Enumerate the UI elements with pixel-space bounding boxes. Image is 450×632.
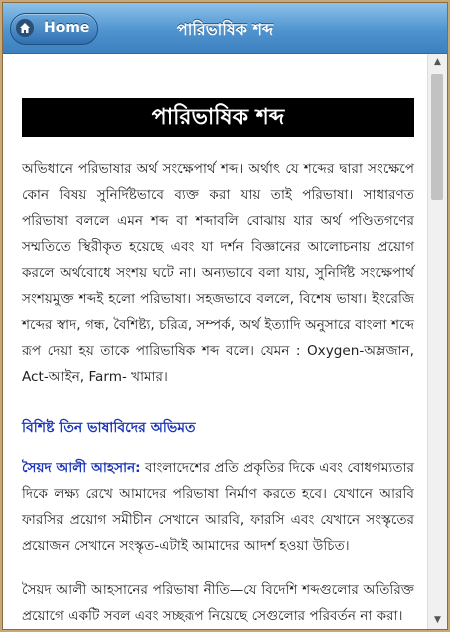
home-icon [16,19,34,37]
content-area[interactable] [3,54,427,629]
section-heading: বিশিষ্ট তিন ভাষাবিদের অভিমত [22,420,196,436]
vertical-scrollbar[interactable] [427,54,447,629]
home-button[interactable] [10,13,98,45]
header-bar [3,3,447,54]
article-paragraph-1: অভিধানে পরিভাষার অর্থ সংক্ষেপার্থ শব্দ। অর্থাৎ যে শব্দের দ্বারা সংক্ষেপে কোন বিষয় সুনির্দিষ্টভাবে ব্যক্ত করা যায় তাই পরিভাষা। সাধারণত পরিভাষা বললে এমন শব্দ বা শব্দাবলি বোঝায় যার অর্থ পণ্ডিতগণের সম্মতিতে স্থিরীকৃত হয়েছে এবং যা দর্শন বিজ্ঞানের আলোচনায় প্রয়োগ করলে অর্থবোধে সংশয় ঘটে না। অন্যভাবে বলা যায়, সুনির্দিষ্ট সংক্ষেপার্থ সংশয়মুক্ত শব্দই হলো পরিভাষা। সহজভাবে বললে, বিশেষ ভাষা। ইংরেজি শব্দের স্বাদ, গন্ধ, বৈশিষ্ট্য, চরিত্র, সম্পর্ক, অর্থ ইত্যাদি অনুসারে বাংলা শব্দে রূপ দেয়া হয় তাকে পারিভাষিক শব্দ বলে। যেমন : Oxygen-অম্লজান, Act-আইন, Farm- খামার। [22,161,414,385]
scroll-up-arrow-icon[interactable]: ▲ [434,57,441,67]
author-name: সৈয়দ আলী আহসান: [22,460,141,476]
article-title: পারিভাষিক শব্দ [22,98,414,137]
paragraph-2-text: বাংলাদেশের প্রতি প্রকৃতির দিকে এবং বোধগম্যতার দিকে লক্ষ্য রেখে আমাদের পরিভাষা নির্মাণ করতে হবে। যেখানে আরবি ফারসির প্রয়োগ সমীচীন সেখানে আরবি, ফারসি এবং যেখানে সংস্কৃতের প্রয়োজন সেখানে সংস্কৃত-এটাই আমাদের আদর্শ হওয়া উচিত। [22,460,414,554]
app-window [2,2,448,630]
scroll-down-arrow-icon[interactable]: ▼ [434,615,441,625]
article-paragraph-3: সৈয়দ আলী আহসানের পরিভাষা নীতি—যে বিদেশি শব্দগুলোর অতিরিক্ত প্রয়োগে একটি সবল এবং সচ্ছরূপ নিয়েছে সেগুলোর পরিবর্তন না করা। [22,582,414,624]
page-title: পারিভাষিক শব্দ [176,20,274,39]
scrollbar-thumb[interactable] [431,74,443,200]
home-button-label: Home [44,20,90,36]
article-paragraph-2 [22,455,414,559]
